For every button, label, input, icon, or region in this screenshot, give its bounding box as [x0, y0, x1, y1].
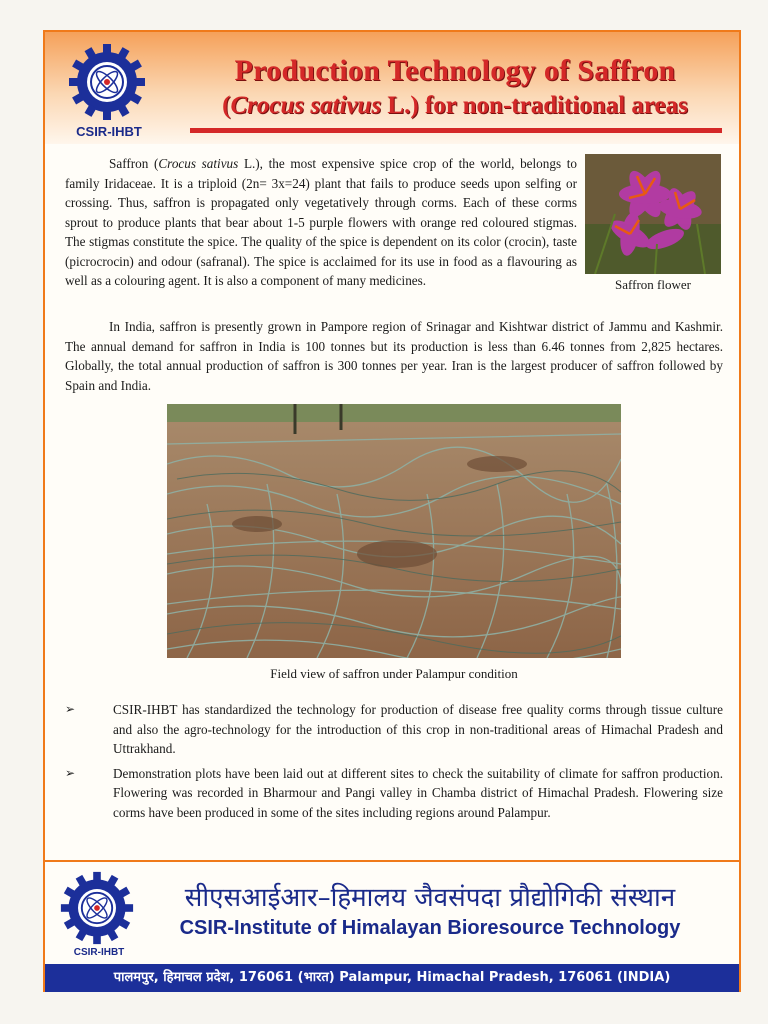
list-item: ➢ CSIR-IHBT has standardized the technology for production of disease free quality corms through tissue culture and also the agro-technology for the introduction of this crop in non-traditional areas of Himachal Pradesh and Uttrakhand.	[65, 702, 723, 756]
csir-logo-icon	[67, 42, 147, 122]
institute-name-hindi: सीएसआईआर–हिमालय जैवसंपदा प्रौद्योगिकी संस्थान	[184, 883, 676, 913]
flower-caption: Saffron flower	[615, 277, 691, 292]
page-title: Production Technology of Saffron	[234, 54, 676, 87]
bullet-list	[65, 700, 723, 827]
institute-name-english: CSIR-Institute of Himalayan Bioresource Technology	[179, 917, 681, 939]
poster-frame	[43, 30, 741, 992]
saffron-flower-image	[585, 154, 721, 274]
footer-divider	[45, 860, 739, 862]
saffron-field-image	[167, 404, 621, 658]
page-subtitle: (Crocus sativus L.) for non-traditional areas	[222, 92, 688, 119]
logo-label: CSIR-IHBT	[76, 124, 142, 139]
arrow-bullet-icon: ➢	[65, 765, 76, 780]
arrow-bullet-icon: ➢	[65, 702, 76, 716]
field-caption: Field view of saffron under Palampur condition	[270, 666, 518, 681]
address-bar: पालमपुर, हिमाचल प्रदेश, 176061 (भारत) Palampur, Himachal Pradesh, 176061 (INDIA)	[45, 964, 739, 992]
header-band	[45, 32, 739, 144]
footer-logo-label: CSIR-IHBT	[73, 947, 125, 958]
list-item: ➢ Demonstration plots have been laid out at different sites to check the suitability of climate for saffron production. Flowering was recorded in Bharmour and Pangi valley in Chamba district of Himachal Pradesh. Flowering size corms have been produced in some of the sites including regions around Palampur.	[65, 765, 723, 820]
csir-logo-icon	[59, 870, 135, 946]
india-paragraph: In India, saffron is presently grown in Pampore region of Srinagar and Kishtwar district of Jammu and Kashmir. The annual demand for saffron in India is 100 tonnes but its production is less than 6.46 tonnes from 2,825 hectares. Globally, the total annual production of saffron is 300 tonnes per year. Iran is the largest producer of saffron followed by Spain and India.	[65, 319, 723, 393]
intro-paragraph: Saffron (Crocus sativus L.), the most expensive spice crop of the world, belongs to family Iridaceae. It is a triploid (2n= 3x=24) plant that fails to produce seeds upon selfing or crossing. Thus, saffron is propagated only vegetatively through corms. Each of these corms sprout to produce plants that bear about 1-5 purple flowers with orange red coloured stigmas. The stigmas constitute the spice. The quality of the spice is dependent on its color (crocin), taste (picrocrocin) and odour (safranal). The spice is acclaimed for its use in food as a flavouring as well as a colouring agent. It is also a component of many medicines.	[65, 156, 578, 288]
title-underline	[190, 128, 722, 133]
